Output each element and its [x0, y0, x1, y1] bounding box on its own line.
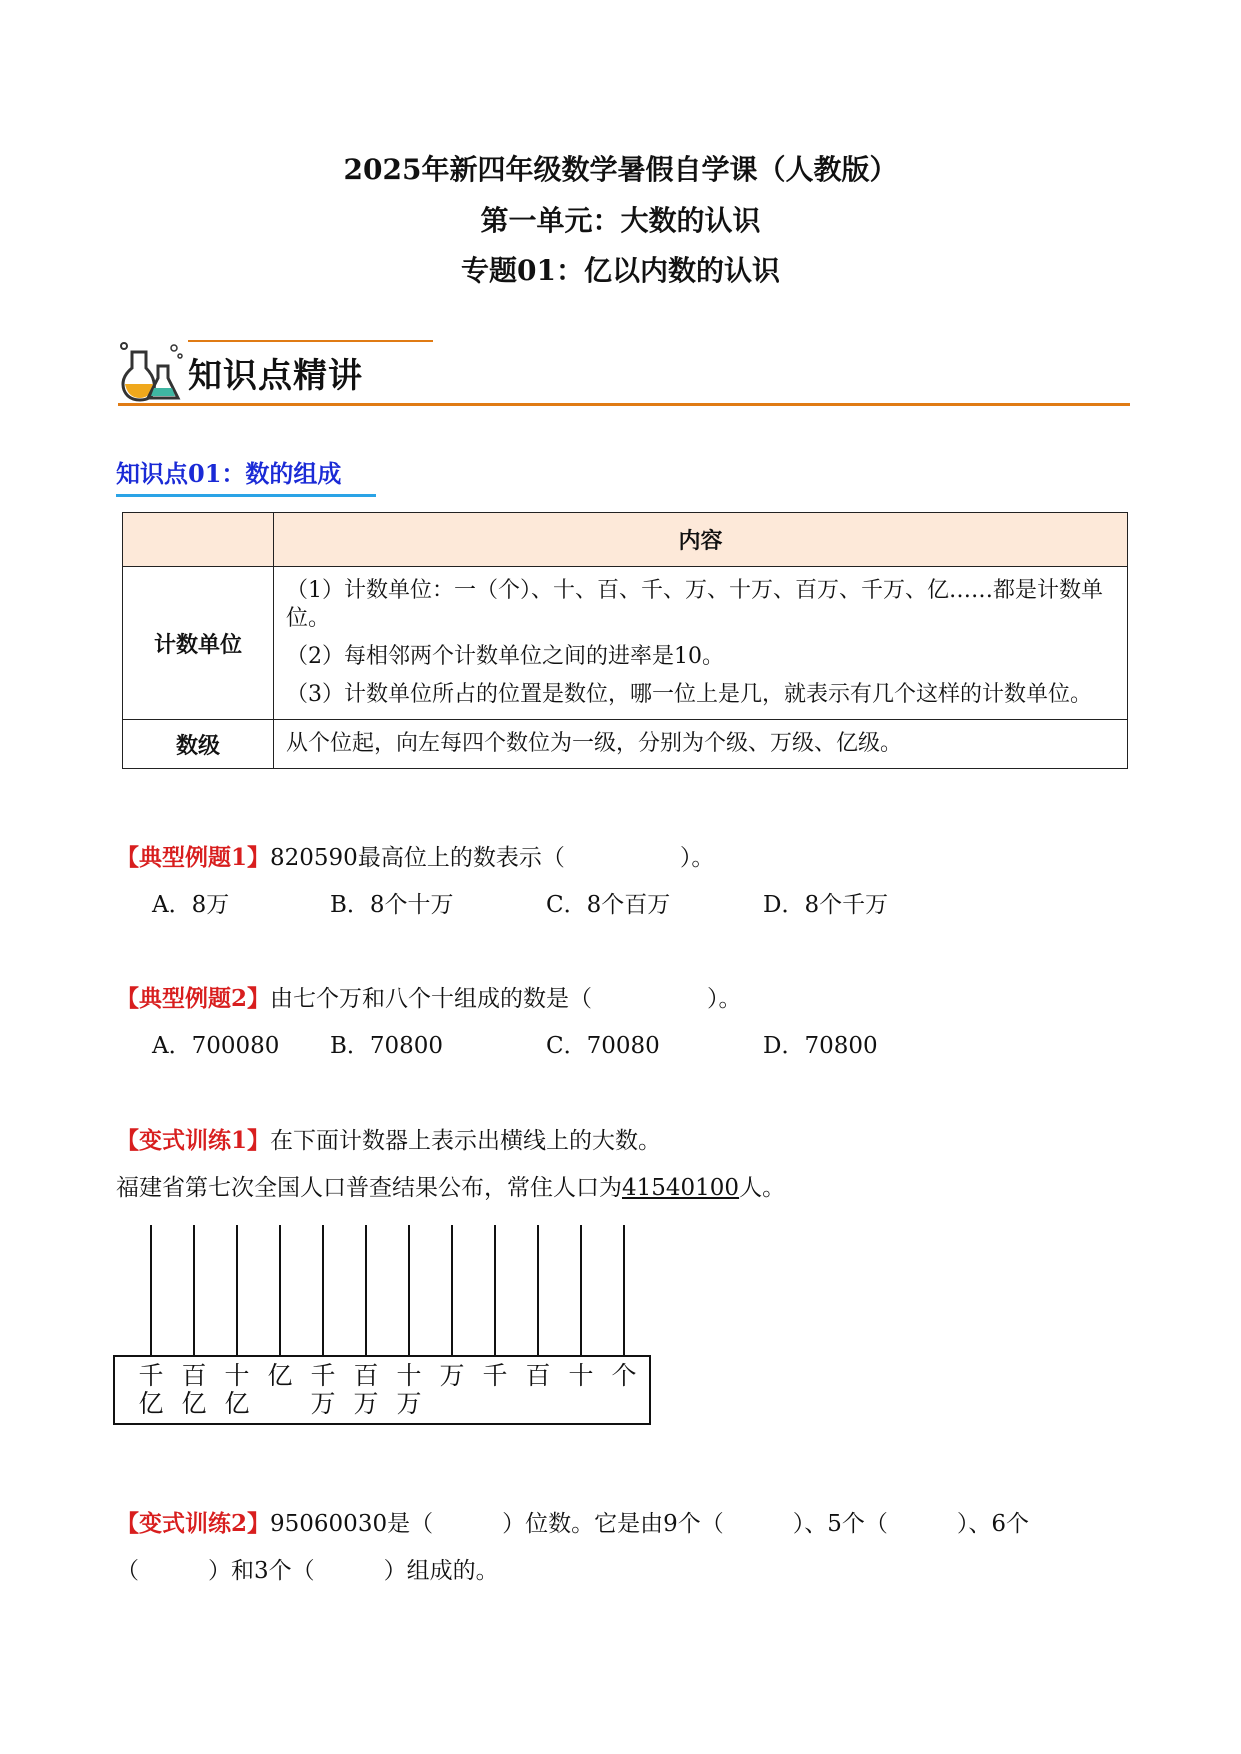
row-content-number-class [274, 720, 1128, 769]
row-content-counting-unit [274, 567, 1128, 720]
abacus-label-ge: 个 [611, 1361, 637, 1390]
abacus-rod [408, 1225, 410, 1355]
document-title: 2025年新四年级数学暑假自学课（人教版） [343, 153, 898, 186]
abacus-rod [193, 1225, 195, 1355]
abacus-label-yi: 亿 [267, 1361, 293, 1390]
practice-2 [116, 1508, 1029, 1540]
example-1-tag: 【典型例题1】 [116, 844, 271, 871]
practice-1-statement [116, 1172, 785, 1204]
example-1-option-a: A．8万 [152, 892, 230, 918]
table-header-empty [123, 513, 274, 567]
abacus-rod [279, 1225, 281, 1355]
abacus-rod [537, 1225, 539, 1355]
example-2-option-a: A．700080 [152, 1033, 280, 1059]
knowledge-table [122, 512, 1128, 769]
table-header-row [123, 513, 1128, 567]
example-2-text: 由七个万和八个十组成的数是（ ）。 [270, 986, 742, 1012]
banner-bottom-rule [118, 403, 1130, 406]
row-label-number-class: 数级 [123, 720, 274, 769]
abacus-label-shi: 十 [568, 1361, 594, 1390]
table-row [123, 720, 1128, 769]
example-2-option-d: D．70800 [763, 1033, 878, 1059]
knowledge-point-underline [116, 494, 376, 497]
example-1-option-d: D．8个千万 [763, 892, 889, 918]
content-item: （2）每相邻两个计数单位之间的进率是10。 [286, 644, 724, 669]
abacus-rod [451, 1225, 453, 1355]
table-row [123, 567, 1128, 720]
abacus-rod [150, 1225, 152, 1355]
abacus-rod [580, 1225, 582, 1355]
abacus-label-wan: 万 [439, 1361, 465, 1390]
abacus-rod [623, 1225, 625, 1355]
population-number: 41540100 [622, 1175, 740, 1201]
practice-2-tag: 【变式训练2】 [116, 1510, 271, 1537]
topic-title: 专题01：亿以内数的认识 [461, 254, 780, 287]
unit-title: 第一单元：大数的认识 [480, 204, 761, 237]
example-1 [116, 842, 714, 874]
abacus-label-shiwan: 十 万 [396, 1361, 422, 1418]
example-2 [116, 983, 742, 1015]
abacus-label-bai: 百 [525, 1361, 551, 1390]
abacus-label-shiyi: 十 亿 [224, 1361, 250, 1418]
practice-2-line2: （ ）和3个（ ）组成的。 [116, 1558, 499, 1584]
practice-1-text: 在下面计数器上表示出横线上的大数。 [270, 1128, 662, 1154]
abacus-rod [365, 1225, 367, 1355]
content-item: 从个位起，向左每四个数位为一级，分别为个级、万级、亿级。 [286, 731, 903, 756]
abacus-rod [322, 1225, 324, 1355]
abacus-rod [236, 1225, 238, 1355]
knowledge-point-title: 知识点01：数的组成 [116, 459, 342, 488]
content-item: （3）计数单位所占的位置是数位，哪一位上是几，就表示有几个这样的计数单位。 [286, 682, 1092, 707]
section-banner [118, 338, 1130, 408]
abacus-label-qian: 千 [482, 1361, 508, 1390]
section-banner-title: 知识点精讲 [188, 356, 363, 396]
statement-text: 福建省第七次全国人口普查结果公布，常住人口为 [116, 1175, 622, 1201]
table-header-content: 内容 [274, 513, 1128, 567]
example-1-option-c: C．8个百万 [546, 892, 671, 918]
abacus-label-baiwan: 百 万 [353, 1361, 379, 1418]
lab-flask-icon [118, 338, 184, 404]
practice-1-tag: 【变式训练1】 [116, 1127, 271, 1154]
banner-top-rule [188, 340, 433, 342]
practice-2-line1: 95060030是（ ）位数。它是由9个（ ）、5个（ ）、6个 [270, 1511, 1029, 1537]
example-2-tag: 【典型例题2】 [116, 985, 271, 1012]
example-2-option-c: C．70080 [546, 1033, 660, 1059]
abacus-rod [494, 1225, 496, 1355]
practice-1 [116, 1125, 661, 1157]
abacus-label-baiyi: 百 亿 [181, 1361, 207, 1418]
example-2-option-b: B．70800 [330, 1033, 444, 1059]
statement-end: 人。 [739, 1175, 786, 1201]
row-label-counting-unit: 计数单位 [123, 567, 274, 720]
example-1-text: 820590最高位上的数表示（ ）。 [270, 845, 715, 871]
example-1-option-b: B．8个十万 [330, 892, 454, 918]
abacus-label-qianwan: 千 万 [310, 1361, 336, 1418]
abacus-label-qianyi: 千 亿 [138, 1361, 164, 1418]
content-item: （1）计数单位：一（个）、十、百、千、万、十万、百万、千万、亿……都是计数单位。 [286, 578, 1103, 631]
